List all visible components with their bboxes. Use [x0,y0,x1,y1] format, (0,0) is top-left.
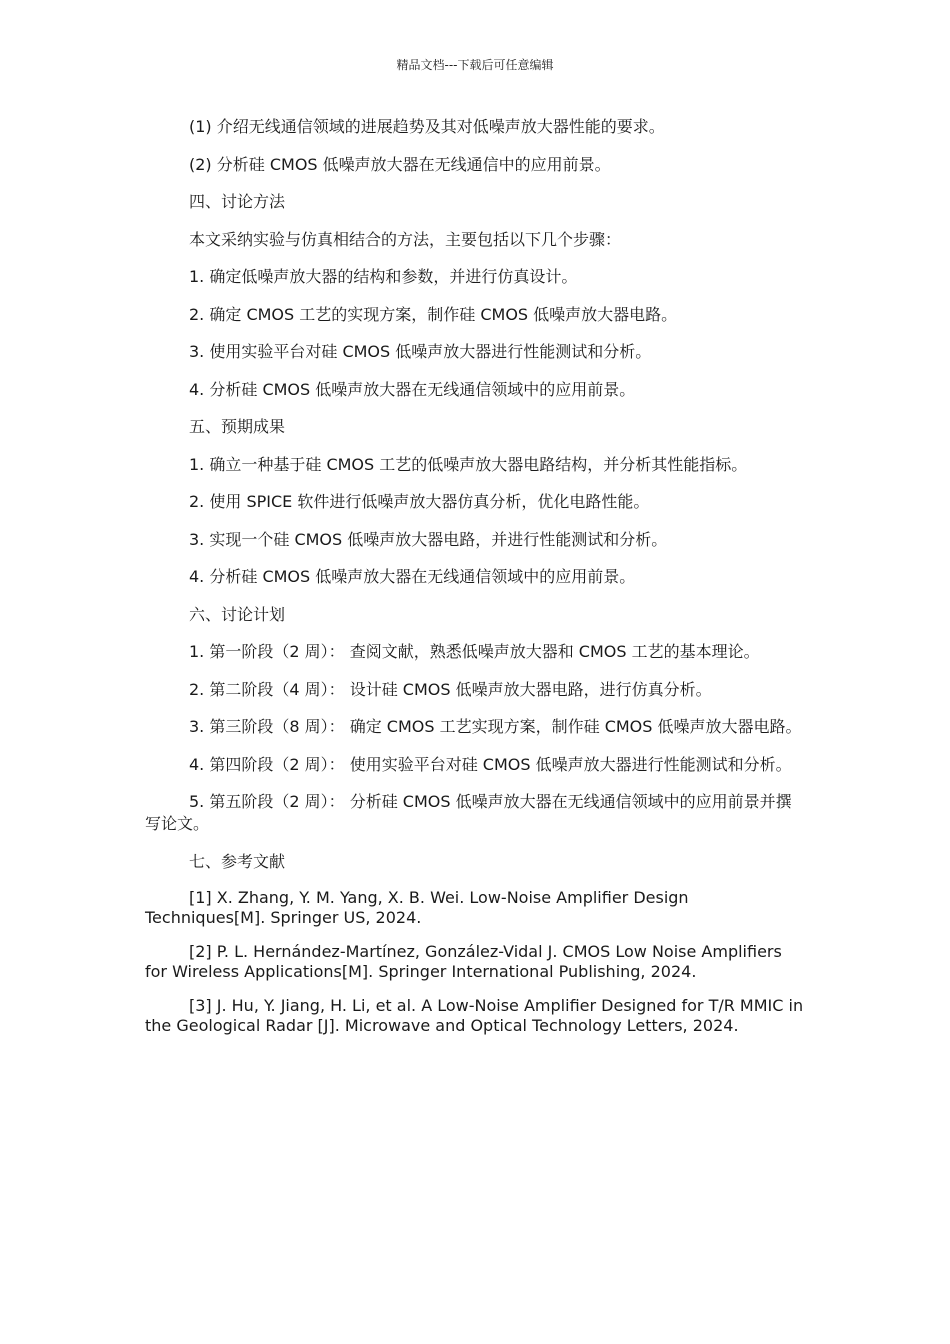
outcome-item-2: 2. 使用 SPICE 软件进行低噪声放大器仿真分析，优化电路性能。 [189,492,650,511]
section-heading-methods: 四、讨论方法 [189,192,286,211]
reference-item-1: [1] X. Zhang, Y. M. Yang, X. B. Wei. Low-Noise Amplifier Design Techniques[M]. Springer US, 2024. [145,888,689,927]
objective-item-1: (1) 介绍无线通信领域的进展趋势及其对低噪声放大器性能的要求。 [189,117,665,136]
method-step-1: 1. 确定低噪声放大器的结构和参数，并进行仿真设计。 [189,267,578,286]
method-step-3: 3. 使用实验平台对硅 CMOS 低噪声放大器进行性能测试和分析。 [189,342,652,361]
plan-stage-5: 5. 第五阶段（2 周）： 分析硅 CMOS 低噪声放大器在无线通信领域中的应用前景并撰写论文。 [145,792,792,833]
section-heading-plan: 六、讨论计划 [189,604,286,624]
plan-stage-3: 3. 第三阶段（8 周）： 确定 CMOS 工艺实现方案，制作硅 CMOS 低噪声放大器电路。 [189,717,802,736]
plan-stage-1: 1. 第一阶段（2 周）： 查阅文献，熟悉低噪声放大器和 CMOS 工艺的基本理论。 [189,642,760,661]
outcome-item-4: 4. 分析硅 CMOS 低噪声放大器在无线通信领域中的应用前景。 [189,567,636,586]
section-heading-references: 七、参考文献 [189,851,286,871]
reference-item-2: [2] P. L. Hernández-Martínez, González-Vidal J. CMOS Low Noise Amplifiers for Wireless Applications[M]. Springer International Publishing, 2024. [145,942,782,981]
outcome-item-3: 3. 实现一个硅 CMOS 低噪声放大器电路，并进行性能测试和分析。 [189,529,668,549]
page-header: 精品文档---下载后可任意编辑 [396,58,554,72]
methods-intro: 本文采纳实验与仿真相结合的方法，主要包括以下几个步骤： [189,229,622,249]
plan-stage-4: 4. 第四阶段（2 周）： 使用实验平台对硅 CMOS 低噪声放大器进行性能测试和分析。 [189,754,792,774]
document-body [145,116,807,1036]
plan-stage-2: 2. 第二阶段（4 周）： 设计硅 CMOS 低噪声放大器电路，进行仿真分析。 [189,679,712,699]
objective-item-2: (2) 分析硅 CMOS 低噪声放大器在无线通信中的应用前景。 [189,154,611,174]
reference-item-3: [3] J. Hu, Y. Jiang, H. Li, et al. A Low-Noise Amplifier Designed for T/R MMIC in the Geological Radar [J]. Microwave and Optical Technology Letters, 2024. [145,996,804,1035]
method-step-2: 2. 确定 CMOS 工艺的实现方案，制作硅 CMOS 低噪声放大器电路。 [189,304,678,324]
section-heading-outcomes: 五、预期成果 [189,417,286,436]
method-step-4: 4. 分析硅 CMOS 低噪声放大器在无线通信领域中的应用前景。 [189,379,636,399]
outcome-item-1: 1. 确立一种基于硅 CMOS 工艺的低噪声放大器电路结构，并分析其性能指标。 [189,454,748,474]
